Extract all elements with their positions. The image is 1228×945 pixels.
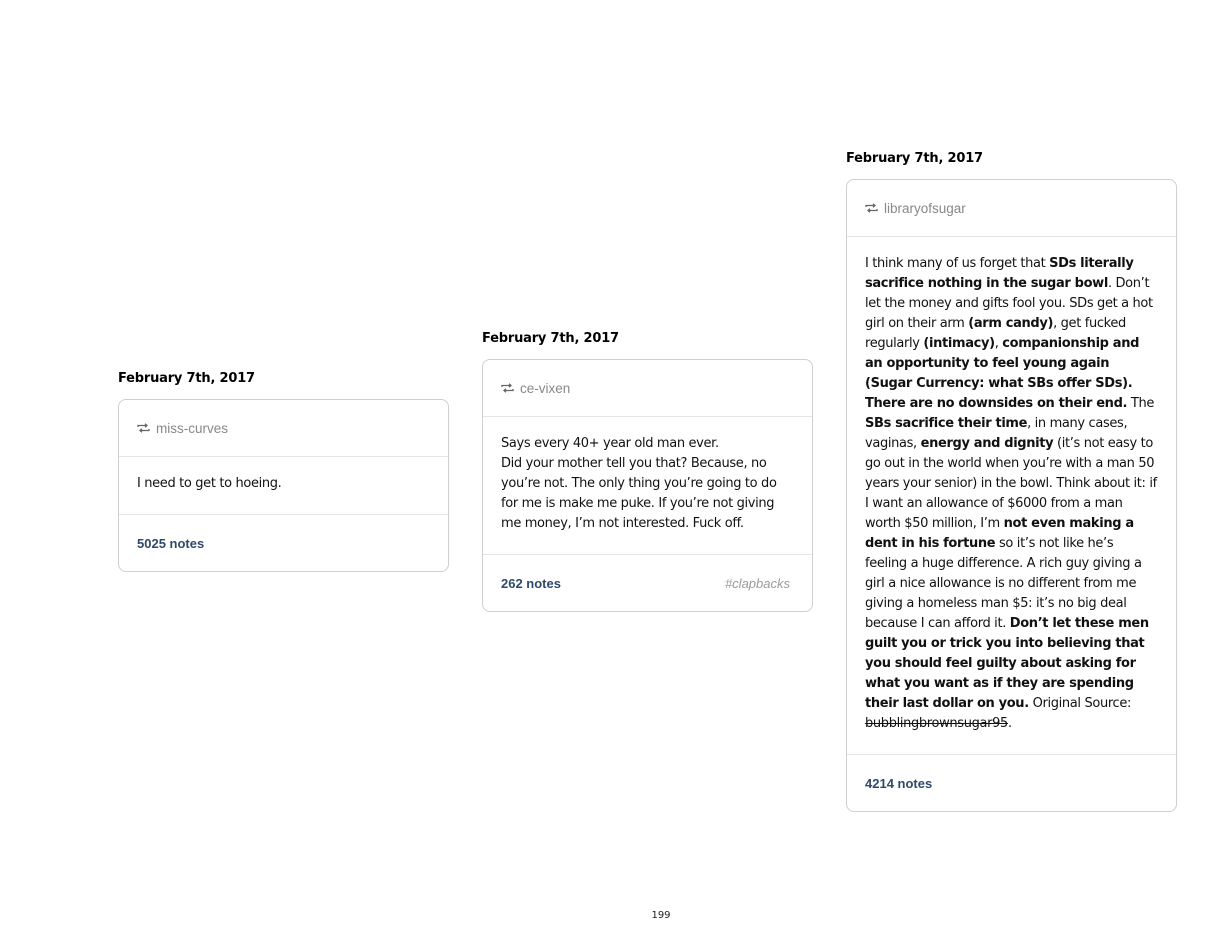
bold-segment: SDs literally sacrifice nothing in the sugar bowl [865,256,1134,291]
post-2 [482,331,813,612]
post-text: I need to get to hoeing. [137,476,282,491]
post-body [483,417,812,555]
source-link[interactable]: bubblingbrownsugar95 [865,716,1008,731]
post-header [847,180,1176,237]
notes-count[interactable]: 4214 notes [865,775,933,791]
text-segment: . [1007,716,1012,731]
reblog-icon [865,203,878,213]
text-segment: , in many cases, vaginas, [865,416,1128,451]
post-footer [119,515,448,571]
post-text-line-1: Says every 40+ year old man ever. [501,436,719,451]
bold-segment: SBs sacrifice their time [865,416,1028,431]
username-link[interactable]: miss-curves [156,420,229,436]
post-body [119,457,448,515]
bold-segment: Don’t let these men guilt you or trick you into believing that you should feel guilty about asking for what you want as if they are spending their last dollar on you. [865,616,1149,711]
bold-segment: not even making a dent in his fortune [865,516,1134,551]
text-segment: , [994,336,1003,351]
text-segment: (it’s not easy to go out in the world when you’re with a man 50 years your senior) in the bowl. Think about it: if I want an allowance of $6000 from a man worth $50 million, I’m [865,436,1157,531]
post-card [482,359,813,612]
text-segment: I think many of us forget that [865,256,1050,271]
post-body [847,237,1176,755]
reblog-icon [501,383,514,393]
notes-count[interactable]: 5025 notes [137,535,205,551]
text-segment: The [1127,396,1155,411]
username-link[interactable]: libraryofsugar [884,200,966,216]
post-header [119,400,448,457]
bold-segment: energy and dignity [920,436,1054,451]
bold-segment: (arm candy) [968,316,1054,331]
page-number: 199 [651,910,671,921]
text-segment: . Don’t let the money and gifts fool you. SDs get a hot girl on their arm [865,276,1153,331]
post-date: February 7th, 2017 [118,371,255,386]
post-text-line-2: Did your mother tell you that? Because, no you’re not. The only thing you’re going to do for me is make me puke. If you’re not giving me money, I’m not interested. Fuck off. [501,456,777,531]
bold-segment: (intimacy) [923,336,995,351]
reblog-icon [137,423,150,433]
post-card [846,179,1177,812]
post-card [118,399,449,572]
post-3 [846,151,1177,812]
notes-count[interactable]: 262 notes [501,575,561,591]
post-tag[interactable]: #clapbacks [724,575,790,591]
bold-segment: companionship and an opportunity to feel young again (Sugar Currency: what SBs offer SDs). There are no downsides on their end. [865,336,1140,411]
text-segment: so it’s not like he’s feeling a huge difference. A rich guy giving a girl a nice allowance is no different from me giving a homeless man $5: it’s no big deal because I can afford it. [865,536,1142,631]
post-date: February 7th, 2017 [482,331,619,346]
post-date: February 7th, 2017 [846,151,983,166]
post-1 [118,371,449,572]
post-footer [483,555,812,611]
username-link[interactable]: ce-vixen [520,380,571,396]
post-footer [847,755,1176,811]
text-segment: Original Source: [1028,696,1132,711]
post-header [483,360,812,417]
text-segment: , get fucked regularly [865,316,1126,351]
post-text [865,254,1158,734]
